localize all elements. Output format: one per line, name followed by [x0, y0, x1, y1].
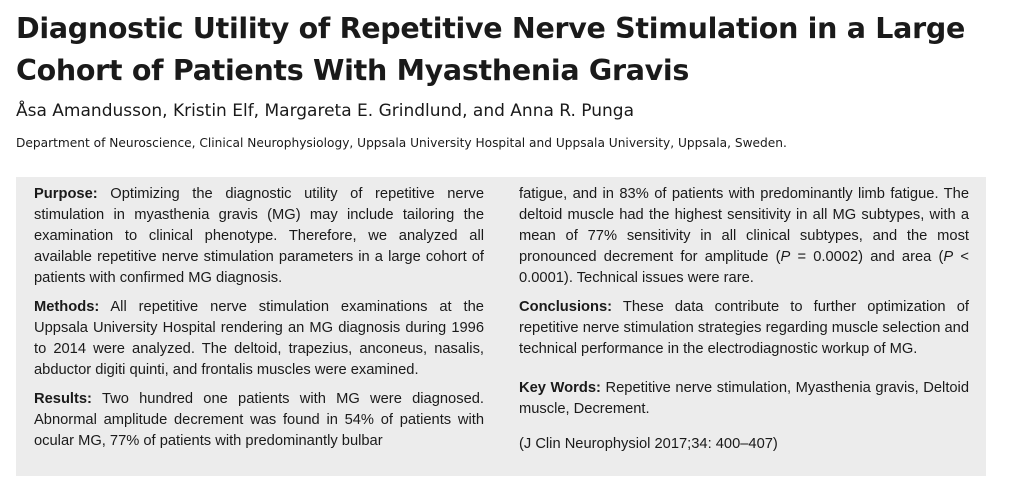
conclusions-label: Conclusions:	[519, 299, 613, 315]
author-list: Åsa Amandusson, Kristin Elf, Margareta E. Grindlund, and Anna R. Punga	[16, 101, 635, 121]
results-label: Results:	[34, 391, 92, 407]
results-continued	[519, 184, 969, 289]
conclusions-text: These data contribute to further optimization of repetitive nerve stimulation strategies regarding muscle selection and technical performance in the electrodiagnostic workup of MG.	[519, 299, 969, 357]
abstract-column-right	[519, 184, 969, 455]
methods-section	[34, 297, 484, 381]
affiliation: Department of Neuroscience, Clinical Neurophysiology, Uppsala University Hospital and Uppsala University, Uppsala, Sweden.	[16, 136, 787, 150]
results-text: Two hundred one patients with MG were diagnosed. Abnormal amplitude decrement was found in 54% of patients with ocular MG, 77% of patients with predominantly bulbar	[34, 391, 484, 449]
purpose-label: Purpose:	[34, 186, 98, 202]
paper-title: Diagnostic Utility of Repetitive Nerve Stimulation in a Large Cohort of Patients With Myasthenia Gravis	[16, 12, 965, 87]
purpose-text: Optimizing the diagnostic utility of repetitive nerve stimulation in myasthenia gravis (MG) may include tailoring the examination to clinical phenotype. Therefore, we analyzed all available repetitive nerve stimulation parameters in a large cohort of patients with confirmed MG diagnosis.	[34, 186, 484, 286]
keywords-text: Repetitive nerve stimulation, Myasthenia gravis, Deltoid muscle, Decrement.	[519, 380, 969, 417]
p-value-area: < 0.0001). Technical issues were rare.	[519, 249, 969, 286]
purpose-section	[34, 184, 484, 289]
keywords-section	[519, 378, 969, 420]
abstract-box	[16, 177, 986, 476]
citation: (J Clin Neurophysiol 2017;34: 400–407)	[519, 436, 778, 452]
results-area-text: and area (	[863, 249, 944, 265]
p-value-symbol-area: P	[943, 249, 954, 265]
methods-text: All repetitive nerve stimulation examinations at the Uppsala University Hospital rendering an MG diagnosis during 1996 to 2014 were analyzed. The deltoid, trapezius, anconeus, nasalis, abductor digiti quinti, and frontalis muscles were examined.	[34, 299, 484, 378]
results-section	[34, 389, 484, 452]
keywords-label: Key Words:	[519, 380, 601, 396]
results-text-continued: fatigue, and in 83% of patients with predominantly limb fatigue. The deltoid muscle had the highest sensitivity in all MG subtypes, with a mean of 77% sensitivity in all clinical subtypes, and the most pronounced decrement for amplitude (	[519, 186, 969, 265]
conclusions-section	[519, 297, 969, 360]
methods-label: Methods:	[34, 299, 100, 315]
p-value-amplitude: = 0.0002)	[790, 249, 864, 265]
p-value-symbol: P	[780, 249, 791, 265]
abstract-column-left	[34, 184, 484, 460]
